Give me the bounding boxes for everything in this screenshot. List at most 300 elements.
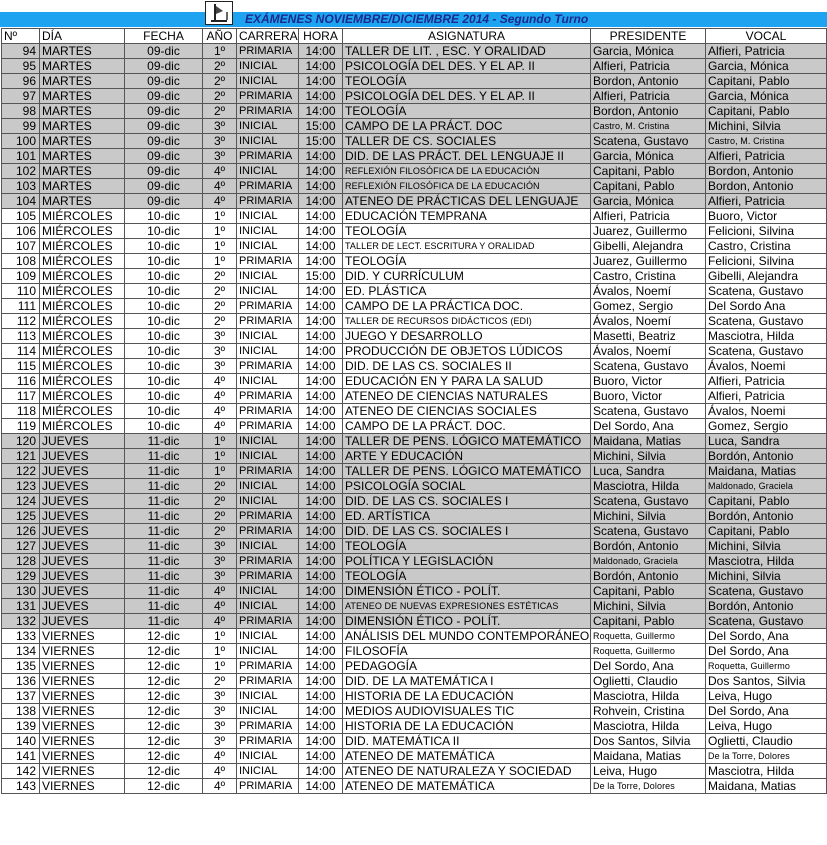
cell-hora[interactable]: 14:00 bbox=[299, 644, 343, 659]
cell-anio[interactable]: 4º bbox=[203, 389, 237, 404]
cell-presidente[interactable]: Oglietti, Claudio bbox=[591, 674, 706, 689]
cell-carrera[interactable]: INICIAL bbox=[237, 329, 299, 344]
cell-hora[interactable]: 14:00 bbox=[299, 59, 343, 74]
cell-no[interactable]: 96 bbox=[2, 74, 40, 89]
cell-no[interactable]: 137 bbox=[2, 689, 40, 704]
cell-carrera[interactable]: PRIMARIA bbox=[237, 359, 299, 374]
cell-no[interactable]: 129 bbox=[2, 569, 40, 584]
cell-anio[interactable]: 4º bbox=[203, 779, 237, 794]
cell-no[interactable]: 110 bbox=[2, 284, 40, 299]
cell-no[interactable]: 134 bbox=[2, 644, 40, 659]
cell-fecha[interactable]: 09-dic bbox=[125, 194, 203, 209]
cell-dia[interactable]: JUEVES bbox=[40, 479, 125, 494]
cell-no[interactable]: 120 bbox=[2, 434, 40, 449]
cell-vocal[interactable]: Masciotra, Hilda bbox=[706, 554, 827, 569]
cell-presidente[interactable]: Masciotra, Hilda bbox=[591, 479, 706, 494]
cell-dia[interactable]: MARTES bbox=[40, 44, 125, 59]
cell-hora[interactable]: 14:00 bbox=[299, 524, 343, 539]
cell-presidente[interactable]: Capitani, Pablo bbox=[591, 584, 706, 599]
cell-no[interactable]: 113 bbox=[2, 329, 40, 344]
cell-vocal[interactable]: Roquetta, Guillermo bbox=[706, 659, 827, 674]
header-fecha[interactable]: FECHA bbox=[125, 29, 203, 44]
cell-carrera[interactable]: PRIMARIA bbox=[237, 779, 299, 794]
cell-asignatura[interactable]: TALLER DE CS. SOCIALES bbox=[343, 134, 591, 149]
cell-fecha[interactable]: 12-dic bbox=[125, 749, 203, 764]
cell-dia[interactable]: MARTES bbox=[40, 89, 125, 104]
cell-carrera[interactable]: PRIMARIA bbox=[237, 254, 299, 269]
cell-fecha[interactable]: 10-dic bbox=[125, 359, 203, 374]
cell-hora[interactable]: 14:00 bbox=[299, 779, 343, 794]
cell-presidente[interactable]: Alfieri, Patricia bbox=[591, 209, 706, 224]
cell-no[interactable]: 95 bbox=[2, 59, 40, 74]
cell-no[interactable]: 111 bbox=[2, 299, 40, 314]
cell-no[interactable]: 114 bbox=[2, 344, 40, 359]
cell-dia[interactable]: JUEVES bbox=[40, 494, 125, 509]
cell-dia[interactable]: VIERNES bbox=[40, 629, 125, 644]
cell-hora[interactable]: 14:00 bbox=[299, 494, 343, 509]
cell-asignatura[interactable]: PEDAGOGÍA bbox=[343, 659, 591, 674]
cell-anio[interactable]: 4º bbox=[203, 599, 237, 614]
cell-vocal[interactable]: Ávalos, Noemi bbox=[706, 404, 827, 419]
cell-asignatura[interactable]: PSICOLOGÍA DEL DES. Y EL AP. II bbox=[343, 89, 591, 104]
cell-anio[interactable]: 3º bbox=[203, 329, 237, 344]
cell-asignatura[interactable]: DID. DE LAS CS. SOCIALES II bbox=[343, 359, 591, 374]
cell-anio[interactable]: 2º bbox=[203, 104, 237, 119]
cell-dia[interactable]: MARTES bbox=[40, 59, 125, 74]
cell-carrera[interactable]: INICIAL bbox=[237, 119, 299, 134]
cell-dia[interactable]: VIERNES bbox=[40, 674, 125, 689]
cell-vocal[interactable]: Maidana, Matias bbox=[706, 779, 827, 794]
cell-fecha[interactable]: 12-dic bbox=[125, 689, 203, 704]
cell-asignatura[interactable]: JUEGO Y DESARROLLO bbox=[343, 329, 591, 344]
cell-presidente[interactable]: Del Sordo, Ana bbox=[591, 659, 706, 674]
cell-fecha[interactable]: 09-dic bbox=[125, 104, 203, 119]
cell-presidente[interactable]: Juarez, Guillermo bbox=[591, 224, 706, 239]
cell-dia[interactable]: MARTES bbox=[40, 104, 125, 119]
cell-carrera[interactable]: PRIMARIA bbox=[237, 89, 299, 104]
cell-fecha[interactable]: 12-dic bbox=[125, 659, 203, 674]
cell-hora[interactable]: 14:00 bbox=[299, 614, 343, 629]
cell-presidente[interactable]: Scatena, Gustavo bbox=[591, 359, 706, 374]
cell-dia[interactable]: JUEVES bbox=[40, 524, 125, 539]
cell-presidente[interactable]: Michini, Silvia bbox=[591, 449, 706, 464]
cell-vocal[interactable]: Alfieri, Patricia bbox=[706, 374, 827, 389]
cell-fecha[interactable]: 11-dic bbox=[125, 584, 203, 599]
cell-hora[interactable]: 14:00 bbox=[299, 509, 343, 524]
cell-vocal[interactable]: Scatena, Gustavo bbox=[706, 314, 827, 329]
cell-dia[interactable]: MARTES bbox=[40, 179, 125, 194]
cell-fecha[interactable]: 11-dic bbox=[125, 494, 203, 509]
cell-presidente[interactable]: Bordon, Antonio bbox=[591, 104, 706, 119]
cell-dia[interactable]: VIERNES bbox=[40, 659, 125, 674]
cell-fecha[interactable]: 10-dic bbox=[125, 209, 203, 224]
cell-anio[interactable]: 1º bbox=[203, 434, 237, 449]
header-vocal[interactable]: VOCAL bbox=[706, 29, 827, 44]
cell-hora[interactable]: 14:00 bbox=[299, 89, 343, 104]
cell-fecha[interactable]: 10-dic bbox=[125, 344, 203, 359]
cell-asignatura[interactable]: TALLER DE PENS. LÓGICO MATEMÁTICO bbox=[343, 434, 591, 449]
cell-vocal[interactable]: Capitani, Pablo bbox=[706, 104, 827, 119]
cell-asignatura[interactable]: TEOLOGÍA bbox=[343, 74, 591, 89]
cell-carrera[interactable]: PRIMARIA bbox=[237, 674, 299, 689]
cell-no[interactable]: 124 bbox=[2, 494, 40, 509]
cell-anio[interactable]: 1º bbox=[203, 644, 237, 659]
cell-hora[interactable]: 14:00 bbox=[299, 764, 343, 779]
cell-asignatura[interactable]: ARTE Y EDUCACIÓN bbox=[343, 449, 591, 464]
cell-no[interactable]: 107 bbox=[2, 239, 40, 254]
cell-carrera[interactable]: PRIMARIA bbox=[237, 149, 299, 164]
cell-presidente[interactable]: Michini, Silvia bbox=[591, 599, 706, 614]
cell-dia[interactable]: MIÉRCOLES bbox=[40, 374, 125, 389]
cell-no[interactable]: 104 bbox=[2, 194, 40, 209]
cell-hora[interactable]: 14:00 bbox=[299, 464, 343, 479]
cell-no[interactable]: 141 bbox=[2, 749, 40, 764]
cell-dia[interactable]: MIÉRCOLES bbox=[40, 314, 125, 329]
cell-vocal[interactable]: Leiva, Hugo bbox=[706, 689, 827, 704]
cell-dia[interactable]: JUEVES bbox=[40, 434, 125, 449]
cell-carrera[interactable]: INICIAL bbox=[237, 449, 299, 464]
cell-anio[interactable]: 2º bbox=[203, 89, 237, 104]
cell-anio[interactable]: 4º bbox=[203, 749, 237, 764]
cell-anio[interactable]: 3º bbox=[203, 569, 237, 584]
cell-hora[interactable]: 14:00 bbox=[299, 209, 343, 224]
cell-presidente[interactable]: Rohvein, Cristina bbox=[591, 704, 706, 719]
cell-vocal[interactable]: Garcia, Mónica bbox=[706, 59, 827, 74]
cell-carrera[interactable]: INICIAL bbox=[237, 224, 299, 239]
cell-no[interactable]: 138 bbox=[2, 704, 40, 719]
cell-hora[interactable]: 14:00 bbox=[299, 629, 343, 644]
cell-carrera[interactable]: PRIMARIA bbox=[237, 524, 299, 539]
cell-carrera[interactable]: PRIMARIA bbox=[237, 179, 299, 194]
cell-asignatura[interactable]: DID. DE LAS CS. SOCIALES I bbox=[343, 494, 591, 509]
cell-no[interactable]: 97 bbox=[2, 89, 40, 104]
cell-anio[interactable]: 2º bbox=[203, 74, 237, 89]
cell-presidente[interactable]: Ávalos, Noemí bbox=[591, 314, 706, 329]
cell-vocal[interactable]: Castro, M. Cristina bbox=[706, 134, 827, 149]
cell-presidente[interactable]: Buoro, Victor bbox=[591, 374, 706, 389]
cell-anio[interactable]: 1º bbox=[203, 224, 237, 239]
cell-anio[interactable]: 3º bbox=[203, 539, 237, 554]
cell-anio[interactable]: 3º bbox=[203, 344, 237, 359]
cell-hora[interactable]: 14:00 bbox=[299, 224, 343, 239]
cell-vocal[interactable]: Maidana, Matias bbox=[706, 464, 827, 479]
cell-no[interactable]: 118 bbox=[2, 404, 40, 419]
cell-asignatura[interactable]: TEOLOGÍA bbox=[343, 569, 591, 584]
cell-presidente[interactable]: Masciotra, Hilda bbox=[591, 719, 706, 734]
cell-asignatura[interactable]: PRODUCCIÓN DE OBJETOS LÚDICOS bbox=[343, 344, 591, 359]
cell-carrera[interactable]: PRIMARIA bbox=[237, 104, 299, 119]
cell-asignatura[interactable]: DIMENSIÓN ÉTICO - POLÍT. bbox=[343, 584, 591, 599]
cell-hora[interactable]: 14:00 bbox=[299, 314, 343, 329]
cell-fecha[interactable]: 10-dic bbox=[125, 284, 203, 299]
cell-dia[interactable]: JUEVES bbox=[40, 584, 125, 599]
cell-hora[interactable]: 14:00 bbox=[299, 689, 343, 704]
cell-presidente[interactable]: Capitani, Pablo bbox=[591, 164, 706, 179]
cell-anio[interactable]: 2º bbox=[203, 494, 237, 509]
header-anio[interactable]: AÑO bbox=[203, 29, 237, 44]
cell-asignatura[interactable]: TEOLOGÍA bbox=[343, 224, 591, 239]
cell-vocal[interactable]: Bordon, Antonio bbox=[706, 164, 827, 179]
cell-no[interactable]: 108 bbox=[2, 254, 40, 269]
cell-hora[interactable]: 14:00 bbox=[299, 359, 343, 374]
cell-anio[interactable]: 3º bbox=[203, 119, 237, 134]
cell-no[interactable]: 127 bbox=[2, 539, 40, 554]
cell-vocal[interactable]: Alfieri, Patricia bbox=[706, 194, 827, 209]
cell-hora[interactable]: 14:00 bbox=[299, 434, 343, 449]
cell-vocal[interactable]: Ávalos, Noemi bbox=[706, 359, 827, 374]
cell-dia[interactable]: MARTES bbox=[40, 194, 125, 209]
cell-vocal[interactable]: Scatena, Gustavo bbox=[706, 584, 827, 599]
cell-fecha[interactable]: 10-dic bbox=[125, 419, 203, 434]
cell-fecha[interactable]: 11-dic bbox=[125, 479, 203, 494]
cell-no[interactable]: 123 bbox=[2, 479, 40, 494]
cell-vocal[interactable]: Del Sordo, Ana bbox=[706, 629, 827, 644]
cell-fecha[interactable]: 09-dic bbox=[125, 89, 203, 104]
cell-vocal[interactable]: Del Sordo, Ana bbox=[706, 704, 827, 719]
cell-hora[interactable]: 14:00 bbox=[299, 299, 343, 314]
cell-no[interactable]: 101 bbox=[2, 149, 40, 164]
cell-hora[interactable]: 14:00 bbox=[299, 164, 343, 179]
cell-asignatura[interactable]: TALLER DE PENS. LÓGICO MATEMÁTICO bbox=[343, 464, 591, 479]
cell-fecha[interactable]: 11-dic bbox=[125, 539, 203, 554]
cell-anio[interactable]: 3º bbox=[203, 704, 237, 719]
cell-hora[interactable]: 14:00 bbox=[299, 179, 343, 194]
cell-vocal[interactable]: Gomez, Sergio bbox=[706, 419, 827, 434]
cell-vocal[interactable]: Luca, Sandra bbox=[706, 434, 827, 449]
cell-fecha[interactable]: 10-dic bbox=[125, 239, 203, 254]
cell-anio[interactable]: 4º bbox=[203, 374, 237, 389]
cell-presidente[interactable]: Leiva, Hugo bbox=[591, 764, 706, 779]
cell-asignatura[interactable]: DID. DE LAS CS. SOCIALES I bbox=[343, 524, 591, 539]
cell-no[interactable]: 103 bbox=[2, 179, 40, 194]
cell-presidente[interactable]: Buoro, Victor bbox=[591, 389, 706, 404]
cell-no[interactable]: 112 bbox=[2, 314, 40, 329]
cell-fecha[interactable]: 11-dic bbox=[125, 449, 203, 464]
cell-fecha[interactable]: 11-dic bbox=[125, 554, 203, 569]
cell-asignatura[interactable]: MEDIOS AUDIOVISUALES TIC bbox=[343, 704, 591, 719]
cell-presidente[interactable]: Alfieri, Patricia bbox=[591, 89, 706, 104]
cell-hora[interactable]: 14:00 bbox=[299, 704, 343, 719]
cell-anio[interactable]: 2º bbox=[203, 269, 237, 284]
cell-fecha[interactable]: 09-dic bbox=[125, 119, 203, 134]
cell-vocal[interactable]: Michini, Silvia bbox=[706, 539, 827, 554]
cell-hora[interactable]: 14:00 bbox=[299, 749, 343, 764]
cell-presidente[interactable]: Dos Santos, Silvia bbox=[591, 734, 706, 749]
cell-presidente[interactable]: Roquetta, Guillermo bbox=[591, 629, 706, 644]
cell-asignatura[interactable]: DIMENSIÓN ÉTICO - POLÍT. bbox=[343, 614, 591, 629]
cell-no[interactable]: 98 bbox=[2, 104, 40, 119]
cell-carrera[interactable]: INICIAL bbox=[237, 494, 299, 509]
cell-vocal[interactable]: Scatena, Gustavo bbox=[706, 614, 827, 629]
cell-anio[interactable]: 4º bbox=[203, 404, 237, 419]
cell-asignatura[interactable]: TALLER DE RECURSOS DIDÁCTICOS (EDI) bbox=[343, 314, 591, 329]
cell-presidente[interactable]: Castro, Cristina bbox=[591, 269, 706, 284]
cell-presidente[interactable]: Ávalos, Noemí bbox=[591, 344, 706, 359]
cell-dia[interactable]: JUEVES bbox=[40, 449, 125, 464]
cell-hora[interactable]: 14:00 bbox=[299, 569, 343, 584]
cell-hora[interactable]: 14:00 bbox=[299, 449, 343, 464]
cell-asignatura[interactable]: ATENEO DE NATURALEZA Y SOCIEDAD bbox=[343, 764, 591, 779]
cell-anio[interactable]: 3º bbox=[203, 554, 237, 569]
cell-dia[interactable]: VIERNES bbox=[40, 689, 125, 704]
cell-no[interactable]: 133 bbox=[2, 629, 40, 644]
cell-anio[interactable]: 3º bbox=[203, 149, 237, 164]
cell-anio[interactable]: 2º bbox=[203, 479, 237, 494]
cell-no[interactable]: 135 bbox=[2, 659, 40, 674]
cell-asignatura[interactable]: REFLEXIÓN FILOSÓFICA DE LA EDUCACIÓN bbox=[343, 179, 591, 194]
cell-no[interactable]: 142 bbox=[2, 764, 40, 779]
cell-hora[interactable]: 14:00 bbox=[299, 44, 343, 59]
cell-no[interactable]: 105 bbox=[2, 209, 40, 224]
cell-fecha[interactable]: 09-dic bbox=[125, 74, 203, 89]
cell-no[interactable]: 132 bbox=[2, 614, 40, 629]
cell-dia[interactable]: VIERNES bbox=[40, 749, 125, 764]
cell-no[interactable]: 130 bbox=[2, 584, 40, 599]
cell-asignatura[interactable]: ATENEO DE CIENCIAS NATURALES bbox=[343, 389, 591, 404]
cell-fecha[interactable]: 12-dic bbox=[125, 764, 203, 779]
cell-vocal[interactable]: Del Sordo, Ana bbox=[706, 644, 827, 659]
cell-anio[interactable]: 3º bbox=[203, 134, 237, 149]
cell-vocal[interactable]: Buoro, Victor bbox=[706, 209, 827, 224]
cell-asignatura[interactable]: TALLER DE LIT. , ESC. Y ORALIDAD bbox=[343, 44, 591, 59]
cell-vocal[interactable]: Capitani, Pablo bbox=[706, 494, 827, 509]
cell-presidente[interactable]: Masciotra, Hilda bbox=[591, 689, 706, 704]
cell-presidente[interactable]: Michini, Silvia bbox=[591, 509, 706, 524]
cell-carrera[interactable]: INICIAL bbox=[237, 134, 299, 149]
cell-no[interactable]: 125 bbox=[2, 509, 40, 524]
cell-anio[interactable]: 3º bbox=[203, 734, 237, 749]
cell-hora[interactable]: 14:00 bbox=[299, 149, 343, 164]
cell-presidente[interactable]: Luca, Sandra bbox=[591, 464, 706, 479]
cell-dia[interactable]: MARTES bbox=[40, 134, 125, 149]
cell-fecha[interactable]: 10-dic bbox=[125, 224, 203, 239]
cell-dia[interactable]: MARTES bbox=[40, 164, 125, 179]
cell-dia[interactable]: JUEVES bbox=[40, 464, 125, 479]
cell-fecha[interactable]: 12-dic bbox=[125, 644, 203, 659]
cell-anio[interactable]: 4º bbox=[203, 419, 237, 434]
cell-dia[interactable]: JUEVES bbox=[40, 509, 125, 524]
cell-anio[interactable]: 4º bbox=[203, 584, 237, 599]
cell-presidente[interactable]: Scatena, Gustavo bbox=[591, 404, 706, 419]
cell-dia[interactable]: VIERNES bbox=[40, 734, 125, 749]
cell-fecha[interactable]: 10-dic bbox=[125, 269, 203, 284]
cell-vocal[interactable]: Scatena, Gustavo bbox=[706, 344, 827, 359]
cell-vocal[interactable]: Leiva, Hugo bbox=[706, 719, 827, 734]
cell-no[interactable]: 122 bbox=[2, 464, 40, 479]
cell-anio[interactable]: 2º bbox=[203, 674, 237, 689]
cell-anio[interactable]: 1º bbox=[203, 209, 237, 224]
cell-anio[interactable]: 2º bbox=[203, 314, 237, 329]
cell-fecha[interactable]: 10-dic bbox=[125, 299, 203, 314]
cell-anio[interactable]: 1º bbox=[203, 44, 237, 59]
header-dia[interactable]: DÍA bbox=[40, 29, 125, 44]
cell-dia[interactable]: MARTES bbox=[40, 119, 125, 134]
cell-carrera[interactable]: INICIAL bbox=[237, 59, 299, 74]
cell-fecha[interactable]: 10-dic bbox=[125, 254, 203, 269]
cell-no[interactable]: 116 bbox=[2, 374, 40, 389]
cell-fecha[interactable]: 12-dic bbox=[125, 779, 203, 794]
cell-dia[interactable]: MIÉRCOLES bbox=[40, 389, 125, 404]
cell-vocal[interactable]: Felicioni, Silvina bbox=[706, 224, 827, 239]
cell-dia[interactable]: MIÉRCOLES bbox=[40, 239, 125, 254]
cell-presidente[interactable]: Gibelli, Alejandra bbox=[591, 239, 706, 254]
cell-anio[interactable]: 1º bbox=[203, 629, 237, 644]
cell-no[interactable]: 131 bbox=[2, 599, 40, 614]
cell-carrera[interactable]: INICIAL bbox=[237, 764, 299, 779]
cell-vocal[interactable]: Alfieri, Patricia bbox=[706, 44, 827, 59]
cell-vocal[interactable]: Del Sordo Ana bbox=[706, 299, 827, 314]
cell-hora[interactable]: 14:00 bbox=[299, 254, 343, 269]
cell-dia[interactable]: VIERNES bbox=[40, 764, 125, 779]
cell-asignatura[interactable]: DID. DE LAS PRÁCT. DEL LENGUAJE II bbox=[343, 149, 591, 164]
cell-fecha[interactable]: 09-dic bbox=[125, 59, 203, 74]
cell-vocal[interactable]: Bordon, Antonio bbox=[706, 179, 827, 194]
cell-hora[interactable]: 14:00 bbox=[299, 719, 343, 734]
cell-dia[interactable]: MIÉRCOLES bbox=[40, 404, 125, 419]
cell-vocal[interactable]: Masciotra, Hilda bbox=[706, 329, 827, 344]
cell-carrera[interactable]: INICIAL bbox=[237, 479, 299, 494]
cell-carrera[interactable]: PRIMARIA bbox=[237, 194, 299, 209]
cell-vocal[interactable]: Bordón, Antonio bbox=[706, 509, 827, 524]
cell-hora[interactable]: 14:00 bbox=[299, 74, 343, 89]
cell-dia[interactable]: VIERNES bbox=[40, 644, 125, 659]
cell-anio[interactable]: 4º bbox=[203, 164, 237, 179]
cell-carrera[interactable]: PRIMARIA bbox=[237, 299, 299, 314]
cell-carrera[interactable]: PRIMARIA bbox=[237, 404, 299, 419]
cell-carrera[interactable]: INICIAL bbox=[237, 704, 299, 719]
cell-dia[interactable]: MIÉRCOLES bbox=[40, 329, 125, 344]
cell-hora[interactable]: 14:00 bbox=[299, 404, 343, 419]
cell-fecha[interactable]: 12-dic bbox=[125, 734, 203, 749]
cell-asignatura[interactable]: ATENEO DE PRÁCTICAS DEL LENGUAJE bbox=[343, 194, 591, 209]
cell-no[interactable]: 109 bbox=[2, 269, 40, 284]
cell-presidente[interactable]: Bordon, Antonio bbox=[591, 74, 706, 89]
cell-no[interactable]: 139 bbox=[2, 719, 40, 734]
cell-anio[interactable]: 1º bbox=[203, 449, 237, 464]
cell-fecha[interactable]: 12-dic bbox=[125, 674, 203, 689]
cell-hora[interactable]: 14:00 bbox=[299, 539, 343, 554]
cell-anio[interactable]: 2º bbox=[203, 509, 237, 524]
cell-presidente[interactable]: Scatena, Gustavo bbox=[591, 524, 706, 539]
cell-carrera[interactable]: PRIMARIA bbox=[237, 464, 299, 479]
cell-fecha[interactable]: 10-dic bbox=[125, 314, 203, 329]
cell-carrera[interactable]: INICIAL bbox=[237, 644, 299, 659]
cell-no[interactable]: 117 bbox=[2, 389, 40, 404]
cell-hora[interactable]: 14:00 bbox=[299, 584, 343, 599]
cell-hora[interactable]: 14:00 bbox=[299, 419, 343, 434]
cell-asignatura[interactable]: ED. PLÁSTICA bbox=[343, 284, 591, 299]
cell-presidente[interactable]: Juarez, Guillermo bbox=[591, 254, 706, 269]
cell-hora[interactable]: 14:00 bbox=[299, 674, 343, 689]
cell-anio[interactable]: 1º bbox=[203, 239, 237, 254]
cell-asignatura[interactable]: ATENEO DE NUEVAS EXPRESIONES ESTÉTICAS bbox=[343, 599, 591, 614]
cell-presidente[interactable]: Bordón, Antonio bbox=[591, 569, 706, 584]
cell-hora[interactable]: 14:00 bbox=[299, 329, 343, 344]
cell-dia[interactable]: MARTES bbox=[40, 149, 125, 164]
cell-fecha[interactable]: 10-dic bbox=[125, 404, 203, 419]
cell-dia[interactable]: MIÉRCOLES bbox=[40, 224, 125, 239]
cell-carrera[interactable]: INICIAL bbox=[237, 749, 299, 764]
cell-dia[interactable]: MIÉRCOLES bbox=[40, 344, 125, 359]
cell-carrera[interactable]: INICIAL bbox=[237, 209, 299, 224]
cell-fecha[interactable]: 09-dic bbox=[125, 164, 203, 179]
cell-vocal[interactable]: De la Torre, Dolores bbox=[706, 749, 827, 764]
cell-hora[interactable]: 14:00 bbox=[299, 284, 343, 299]
cell-anio[interactable]: 2º bbox=[203, 524, 237, 539]
cell-asignatura[interactable]: FILOSOFÍA bbox=[343, 644, 591, 659]
cell-vocal[interactable]: Castro, Cristina bbox=[706, 239, 827, 254]
cell-dia[interactable]: MIÉRCOLES bbox=[40, 254, 125, 269]
